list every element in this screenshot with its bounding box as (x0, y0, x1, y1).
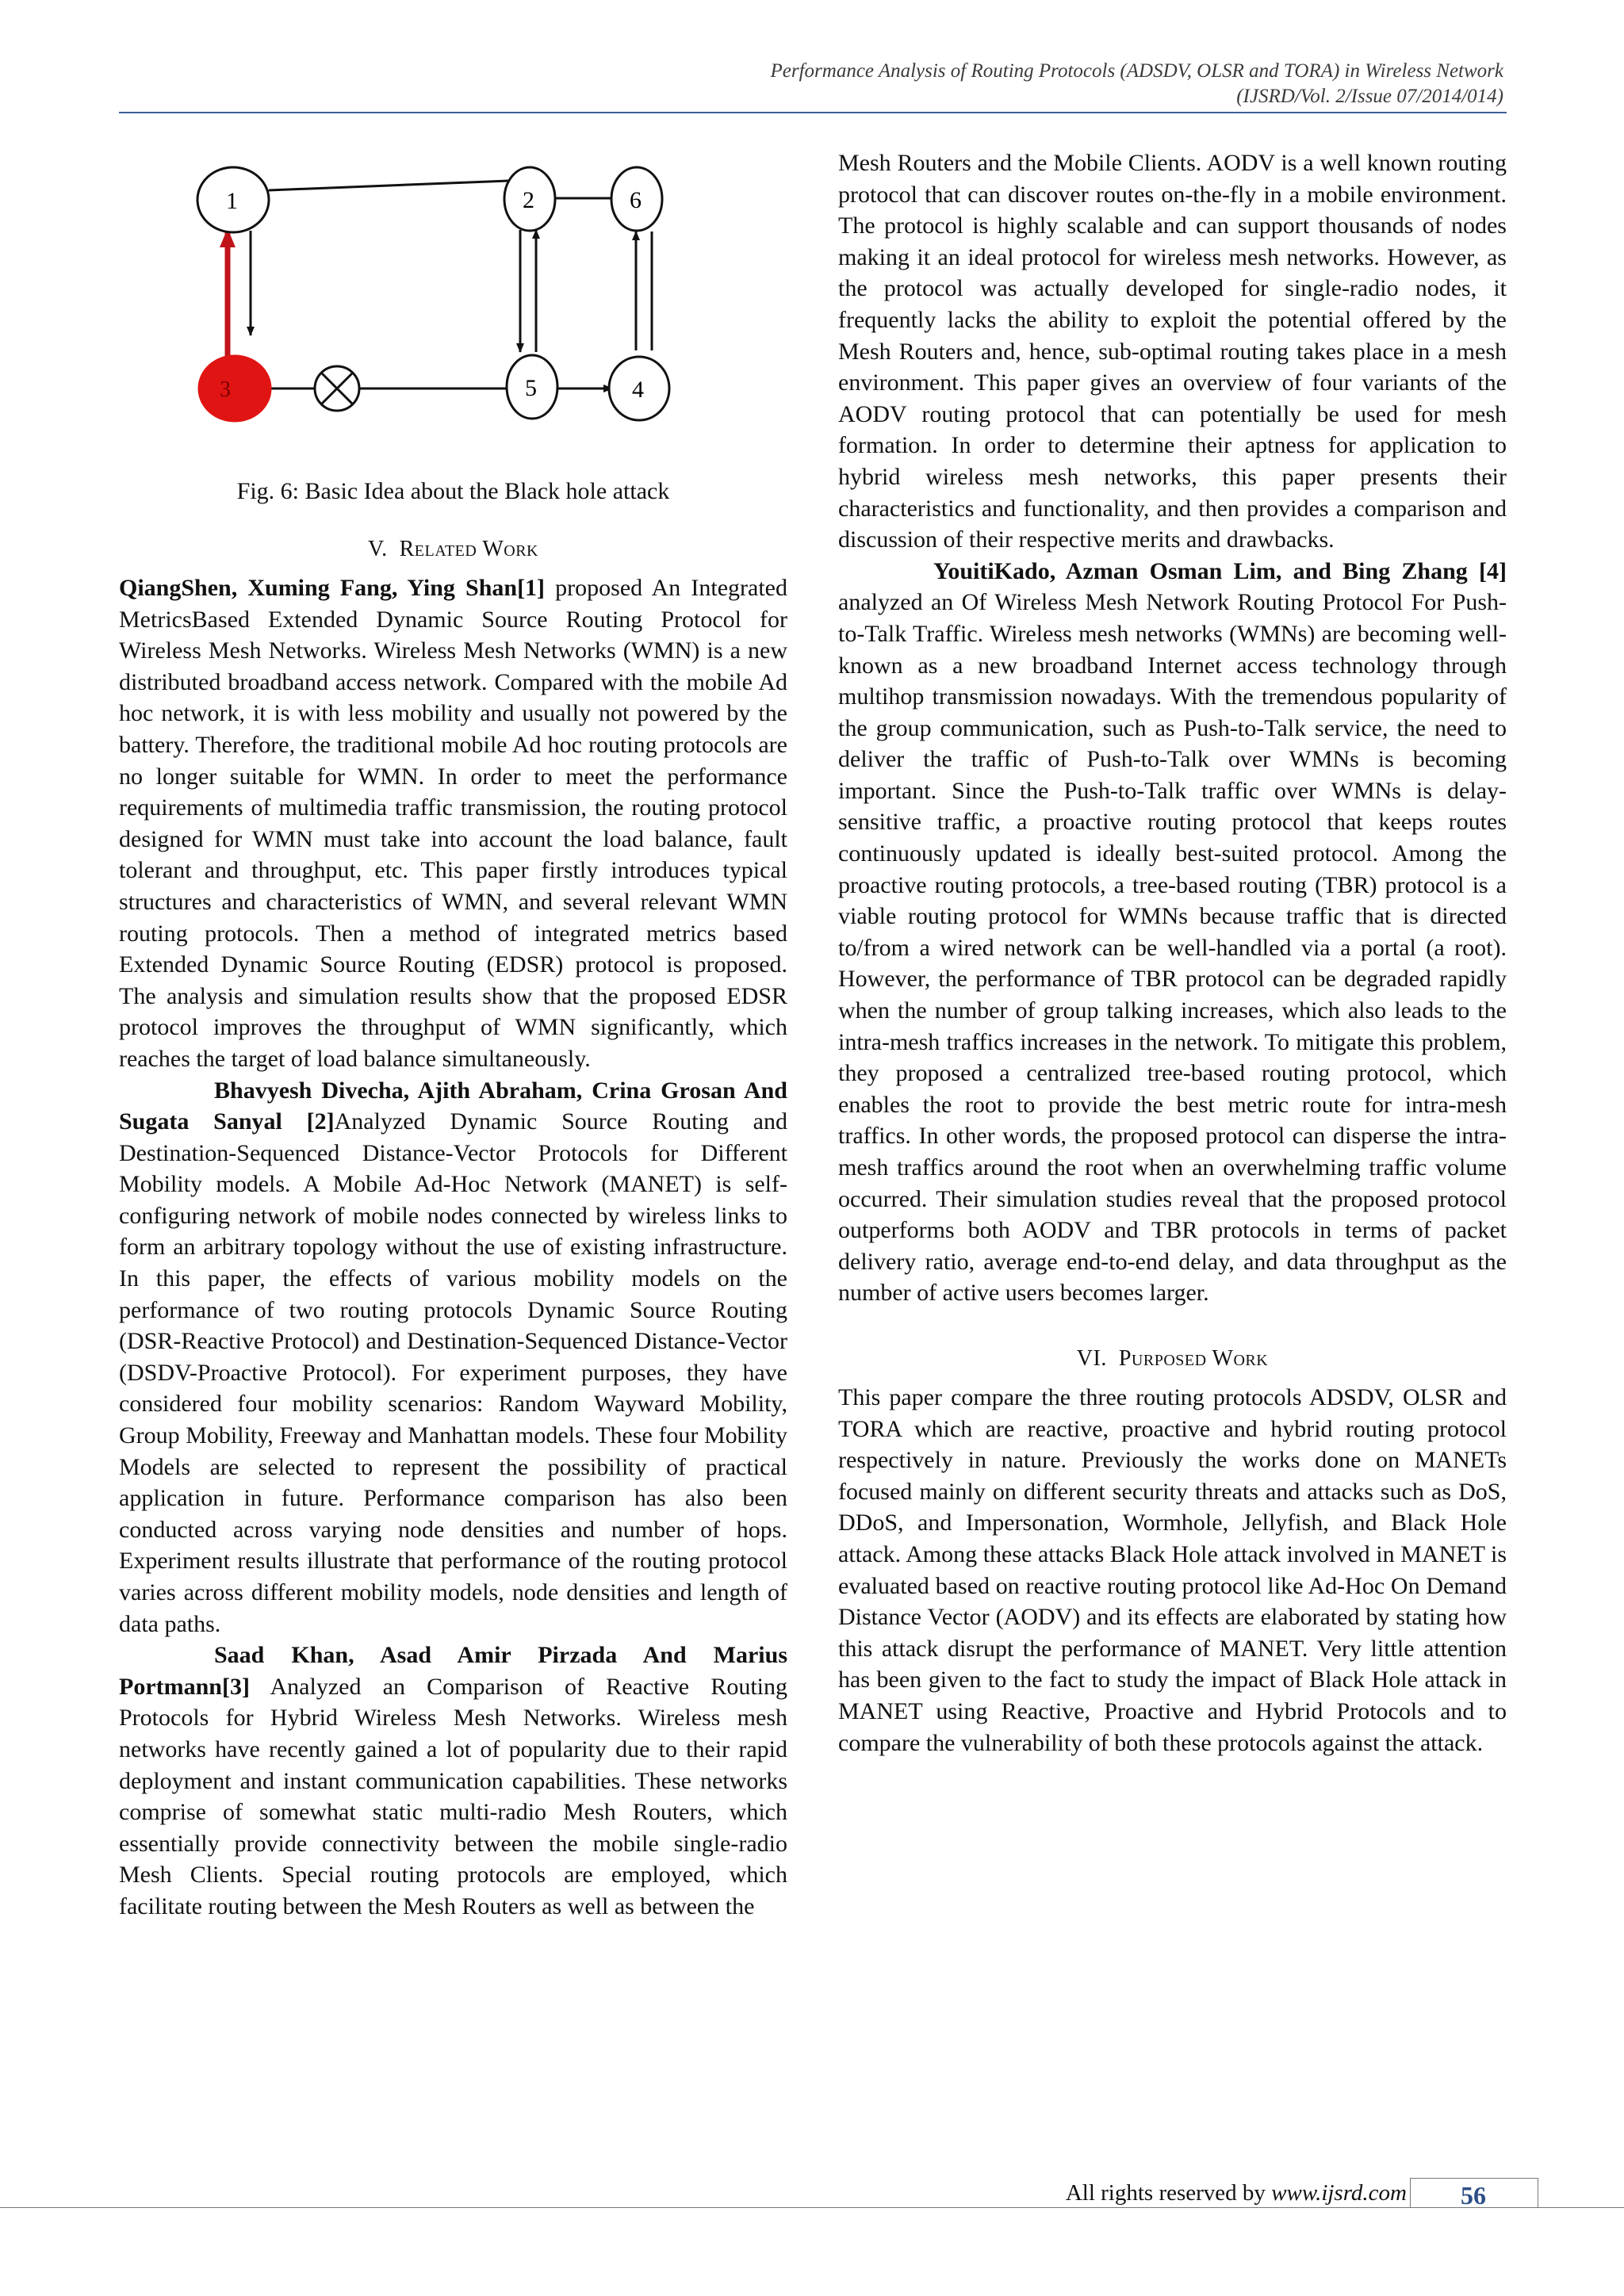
body-ref-2: Analyzed Dynamic Source Routing and Destination-Sequenced Distance-Vector Protocols for Different Mobility models. A Mobile Ad-Hoc Network (MANET) is self-configuring network of mobile nodes connected by wireless links to form an arbitrary topology without the use of existing infrastructure. In this paper, the effects of various mobility models on the performance of two routing protocols Dynamic Source Routing (DSR-Reactive Protocol) and Destination-Sequenced Distance-Vector (DSDV-Proactive Protocol). For experiment purposes, they have considered four mobility scenarios: Random Wayward Mobility, Group Mobility, Freeway and Manhattan models. These four Mobility Models are selected to represent the possibility of practical application in future. Performance comparison has also been conducted across varying node densities and number of hops. Experiment results illustrate that performance of the routing protocol varies across different mobility models, node densities and length of data paths. (119, 1108, 787, 1637)
node-5 (507, 355, 557, 419)
authors-ref-4: YouitiKado, Azman Osman Lim, and Bing Zhang [4] (933, 557, 1507, 584)
section-number: V. (368, 537, 388, 561)
section-heading-purposed-work (838, 1344, 1507, 1374)
running-header (119, 59, 1503, 109)
header-rule (119, 112, 1507, 113)
paragraph-ref-1 (119, 572, 787, 1075)
left-column (119, 141, 787, 1923)
body-ref-3: Analyzed an Comparison of Reactive Routing Protocols for Hybrid Wireless Mesh Networks. Wireless mesh networks have recently gained a lot of popularity due to their rapid deployment and instant communication capabilities. These networks comprise of somewhat static multi-radio Mesh Routers, which essentially provide connectivity between the mobile single-radio Mesh Clients. Special routing protocols are employed, which facilitate routing between the Mesh Routers as well as between the (119, 1673, 787, 1919)
footer-rights-text: All rights reserved by (1065, 2180, 1272, 2206)
blocked-node-cross (315, 366, 359, 411)
footer-rule (0, 2207, 1624, 2208)
paragraph-ref-3-continued: Mesh Routers and the Mobile Clients. AODV is a well known routing protocol that can discover routes on-the-fly in a mobile environment. The protocol is highly scalable and can support thousands of nodes making it an ideal protocol for wireless mesh networks. However, as the protocol was actually developed for single-radio nodes, it frequently lacks the ability to exploit the potential offered by the Mesh Routers and, hence, sub-optimal routing takes place in a mesh environment. This paper gives an overview of four variants of the AODV routing protocol that can potentially be used for mesh formation. In order to determine their aptness for application to hybrid wireless mesh networks, this paper presents their characteristics and functionality, and then provides a comparison and discussion of their respective merits and drawbacks. (838, 150, 1507, 553)
node-2-label: 2 (523, 187, 534, 213)
section-title: Related Work (399, 537, 538, 561)
body-ref-1: proposed An Integrated MetricsBased Extended Dynamic Source Routing Protocol for Wireless Mesh Networks. Wireless Mesh Networks (WMN) is a new distributed broadband access network. Compared with the mobile Ad hoc network, it is with less mobility and usually not powered by the battery. Therefore, the traditional mobile Ad hoc routing protocols are no longer suitable for WMN. In order to meet the performance requirements of multimedia traffic transmission, the routing protocol designed for WMN must take into account the load balance, fault tolerant and throughput, etc. This paper firstly introduces typical structures and characteristics of WMN, and several relevant WMN routing protocols. Then a method of integrated metrics based Extended Dynamic Source Routing (EDSR) protocol is proposed. The analysis and simulation results show that the proposed EDSR protocol improves the throughput of WMN significantly, which reaches the target of load balance simultaneously. (119, 575, 787, 1072)
body-ref-4: analyzed an Of Wireless Mesh Network Routing Protocol For Push-to-Talk Traffic. Wireless mesh networks (WMNs) are becoming well-known as a new broadband Internet access technology through multihop transmission nowadays. With the tremendous popularity of the group communication, such as Push-to-Talk service, the need to deliver the traffic of Push-to-Talk over WMNs is becoming important. Since the Push-to-Talk traffic over WMNs is delay-sensitive traffic, a proactive routing protocol that keeps routes continuously updated is ideally best-suited protocol. Among the proactive routing protocols, a tree-based routing (TBR) protocol is a viable routing protocol for WMNs because traffic that is directed to/from a wired network can be well-handled via a portal (a root). However, the performance of TBR protocol can be degraded rapidly when the number of group talking increases, which also leads to the intra-mesh traffics increases in the network. To mitigate this problem, they proposed a centralized tree-based routing protocol, which enables the root to provide the best metric route for intra-mesh traffics. In other words, the proposed protocol can disperse the intra-mesh traffics around the root when an overwhelming traffic volume occurred. Their simulation studies reveal that the proposed protocol outperforms both AODV and TBR protocols in terms of packet delivery ratio, average end-to-end delay, and data throughput as the number of active users becomes larger. (838, 589, 1507, 1307)
right-column (838, 147, 1507, 1758)
node-4 (609, 357, 669, 420)
node-3-label: 3 (220, 377, 231, 402)
section-spacer (838, 1309, 1507, 1344)
node-1-label: 1 (226, 188, 238, 214)
node-3-black-hole (199, 356, 270, 421)
paragraph-ref-4 (838, 556, 1507, 1309)
node-1 (197, 167, 269, 232)
page-number: 56 (1461, 2181, 1486, 2210)
section-title: Purposed Work (1118, 1345, 1269, 1371)
section-number: VI. (1076, 1345, 1107, 1371)
node-4-label: 4 (632, 377, 644, 403)
authors-ref-2: Bhavyesh Divecha, Ajith Abraham, Crina Grosan And Sugata Sanyal [2] (119, 1077, 787, 1135)
footer-site-link[interactable]: www.ijsrd.com (1271, 2180, 1407, 2206)
node-2 (504, 167, 555, 231)
header-title: Performance Analysis of Routing Protocols (ADSDV, OLSR and TORA) in Wireless Network (770, 60, 1503, 82)
black-hole-diagram (119, 141, 787, 474)
figure-caption: Fig. 6: Basic Idea about the Black hole attack (236, 478, 670, 504)
header-issue: (IJSRD/Vol. 2/Issue 07/2014/014) (1236, 86, 1503, 107)
node-6 (611, 167, 662, 231)
edge-1-2 (269, 181, 509, 190)
node-6-label: 6 (630, 187, 642, 213)
section-heading-related-work (119, 534, 787, 564)
node-5-label: 5 (525, 375, 537, 401)
paragraph-ref-3 (119, 1640, 787, 1922)
black-hole-figure (119, 141, 787, 474)
paragraph-ref-2 (119, 1075, 787, 1640)
authors-ref-1: QiangShen, Xuming Fang, Ying Shan[1] (119, 575, 546, 601)
paragraph-purposed-work: This paper compare the three routing protocols ADSDV, OLSR and TORA which are reactive, proactive and hybrid routing protocol respectively in nature. Previously the works done on MANETs focused mainly on different security threats and attacks such as DoS, DDoS, and Impersonation, Wormhole, Jellyfish, and Black Hole attack. Among these attacks Black Hole attack involved in MANET is evaluated based on reactive routing protocol like Ad-Hoc On Demand Distance Vector (AODV) and its effects are elaborated by stating how this attack disrupt the performance of MANET. Very little attention has been given to the fact to study the impact of Black Hole attack in MANET using Reactive, Proactive and Hybrid Protocols and to compare the vulnerability of both these protocols against the attack. (838, 1383, 1507, 1756)
footer-copyright (952, 2179, 1407, 2206)
authors-ref-3: Saad Khan, Asad Amir Pirzada And Marius Portmann[3] (119, 1642, 787, 1700)
